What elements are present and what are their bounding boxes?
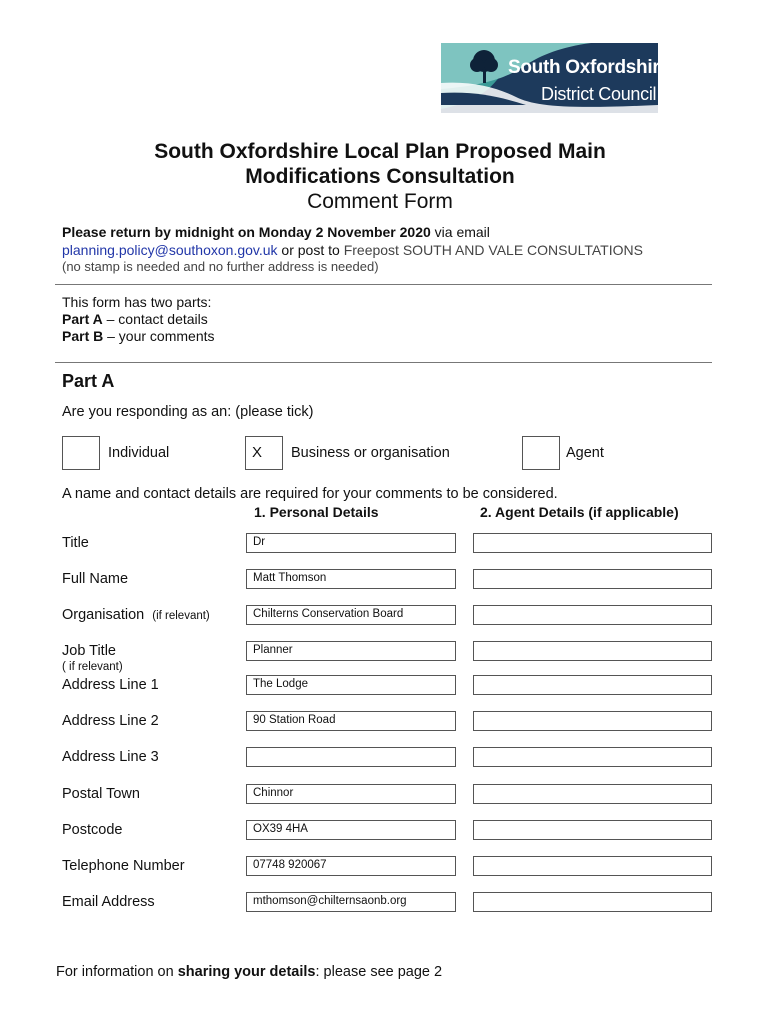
organisation-label-text: Organisation bbox=[62, 607, 145, 623]
return-deadline: Please return by midnight on Monday 2 November 2020 bbox=[62, 224, 431, 240]
part-b-label: Part B bbox=[62, 328, 104, 344]
part-b-summary bbox=[62, 328, 215, 344]
job-title-hint: ( if relevant) bbox=[62, 661, 123, 673]
agent-address-line-2-input[interactable] bbox=[473, 711, 712, 731]
telephone-label: Telephone Number bbox=[62, 858, 185, 874]
agent-title-input[interactable] bbox=[473, 533, 712, 553]
divider bbox=[55, 362, 712, 363]
email-link[interactable]: planning.policy@southoxon.gov.uk bbox=[62, 242, 278, 258]
postcode-input[interactable]: OX39 4HA bbox=[246, 820, 456, 840]
freepost-address: Freepost SOUTH AND VALE CONSULTATIONS bbox=[343, 242, 643, 258]
individual-checkbox[interactable] bbox=[62, 436, 100, 470]
email-label: Email Address bbox=[62, 894, 155, 910]
council-logo bbox=[441, 43, 670, 113]
telephone-input[interactable]: 07748 920067 bbox=[246, 856, 456, 876]
page-title-line2: Modifications Consultation bbox=[245, 165, 515, 188]
organisation-input[interactable]: Chilterns Conservation Board bbox=[246, 605, 456, 625]
title-label: Title bbox=[62, 535, 89, 551]
address-line-2-label: Address Line 2 bbox=[62, 713, 159, 729]
part-b-desc: – your comments bbox=[103, 328, 215, 344]
agent-address-line-3-input[interactable] bbox=[473, 747, 712, 767]
return-via: via email bbox=[430, 224, 490, 240]
footer-prefix: For information on bbox=[56, 964, 178, 980]
agent-postal-town-input[interactable] bbox=[473, 784, 712, 804]
business-label: Business or organisation bbox=[291, 445, 450, 461]
parts-intro: This form has two parts: bbox=[62, 294, 212, 310]
agent-address-line-1-input[interactable] bbox=[473, 675, 712, 695]
address-line-1-label: Address Line 1 bbox=[62, 677, 159, 693]
part-a-desc: – contact details bbox=[102, 311, 208, 327]
address-line-1-input[interactable]: The Lodge bbox=[246, 675, 456, 695]
footer-bold: sharing your details bbox=[177, 964, 316, 980]
page-title-line1: South Oxfordshire Local Plan Proposed Main bbox=[154, 140, 606, 163]
address-line-2-input[interactable]: 90 Station Road bbox=[246, 711, 456, 731]
agent-checkbox[interactable] bbox=[522, 436, 560, 470]
agent-full-name-input[interactable] bbox=[473, 569, 712, 589]
full-name-label: Full Name bbox=[62, 571, 129, 587]
address-line-3-label: Address Line 3 bbox=[62, 749, 159, 765]
agent-label: Agent bbox=[566, 445, 604, 461]
logo-title: South Oxfordshire bbox=[508, 57, 670, 78]
agent-postcode-input[interactable] bbox=[473, 820, 712, 840]
required-note: A name and contact details are required for your comments to be considered. bbox=[62, 486, 558, 502]
email-input[interactable]: mthomson@chilternsaonb.org bbox=[246, 892, 456, 912]
agent-telephone-input[interactable] bbox=[473, 856, 712, 876]
postal-town-label: Postal Town bbox=[62, 786, 140, 802]
personal-details-header: 1. Personal Details bbox=[254, 504, 379, 520]
organisation-label bbox=[62, 607, 210, 623]
business-checkbox[interactable]: X bbox=[245, 436, 283, 470]
divider bbox=[55, 284, 712, 285]
stamp-note: (no stamp is needed and no further address is needed) bbox=[62, 259, 379, 274]
part-a-summary bbox=[62, 311, 208, 327]
agent-job-title-input[interactable] bbox=[473, 641, 712, 661]
agent-details-header: 2. Agent Details (if applicable) bbox=[480, 504, 679, 520]
return-instruction bbox=[62, 224, 490, 240]
agent-email-input[interactable] bbox=[473, 892, 712, 912]
footer-note bbox=[56, 964, 442, 980]
job-title-input[interactable]: Planner bbox=[246, 641, 456, 661]
respondent-question: Are you responding as an: (please tick) bbox=[62, 404, 314, 420]
full-name-input[interactable]: Matt Thomson bbox=[246, 569, 456, 589]
post-prefix: or post to bbox=[277, 242, 344, 258]
part-a-heading: Part A bbox=[62, 371, 115, 391]
job-title-label: Job Title bbox=[62, 643, 116, 659]
title-input[interactable]: Dr bbox=[246, 533, 456, 553]
post-instruction bbox=[62, 242, 643, 258]
postcode-label: Postcode bbox=[62, 822, 123, 838]
agent-organisation-input[interactable] bbox=[473, 605, 712, 625]
page-subtitle: Comment Form bbox=[307, 190, 453, 213]
address-line-3-input[interactable] bbox=[246, 747, 456, 767]
logo-subtitle: District Council bbox=[541, 84, 657, 104]
organisation-hint: (if relevant) bbox=[152, 610, 210, 622]
postal-town-input[interactable]: Chinnor bbox=[246, 784, 456, 804]
part-a-label: Part A bbox=[62, 311, 103, 327]
footer-suffix: : please see page 2 bbox=[315, 964, 443, 980]
individual-label: Individual bbox=[108, 445, 170, 461]
